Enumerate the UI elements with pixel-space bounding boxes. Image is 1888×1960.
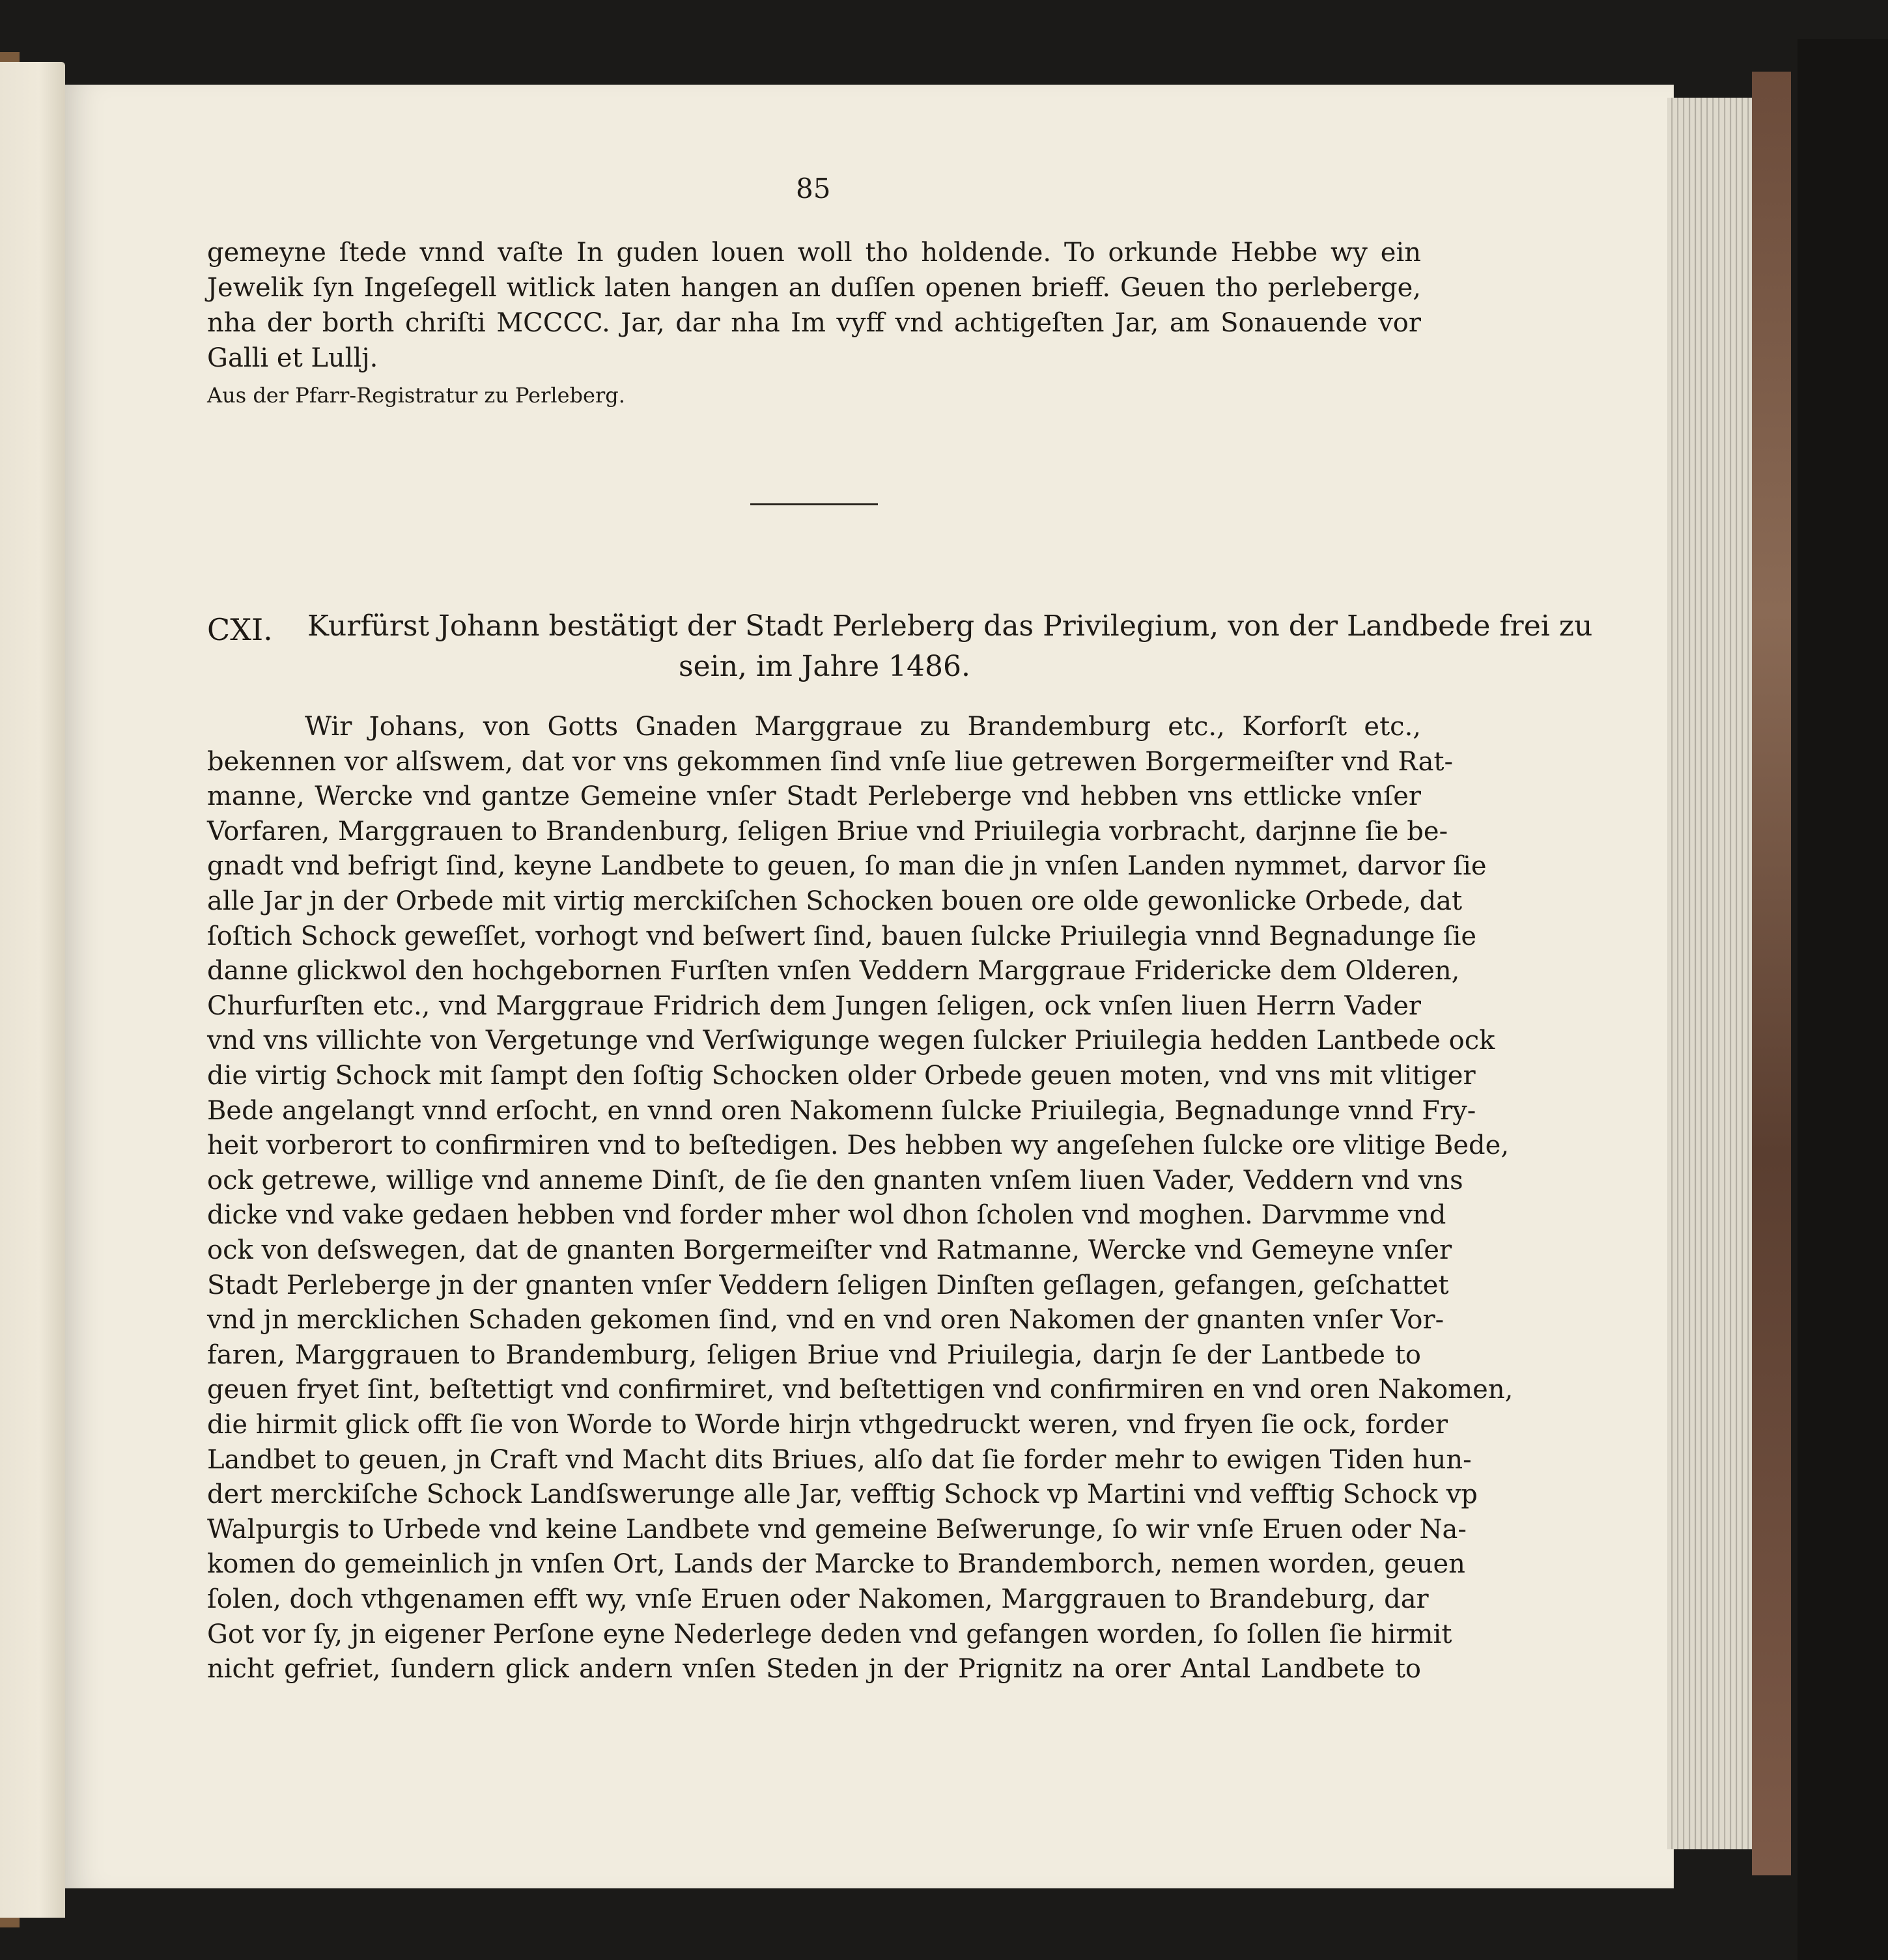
previous-page-edge (0, 62, 65, 1918)
separator-rule (750, 503, 878, 505)
page-block-edges (1667, 98, 1758, 1849)
text-line: dicke vnd vake gedaen hebben vnd forder mher wol dhon ſcholen vnd moghen. Darvmme vnd (207, 1200, 1446, 1230)
heading-title: Kurfürst Johann bestätigt der Stadt Perleberg das Privilegium, von der Landbede frei zu (307, 609, 1593, 643)
book-cover-edge (1797, 39, 1888, 1960)
text-line: Jewelik ſyn Ingeſegell witlick laten hangen an duſſen openen brieff. Geuen tho perleberge, (207, 273, 1421, 303)
text-line: die hirmit glick offt ſie von Worde to Worde hirjn vthgedruckt weren, vnd fryen ſie ock, forder (207, 1410, 1448, 1440)
heading-number: CXI. (207, 612, 273, 647)
text-line: Landbet to geuen, jn Craft vnd Macht dits Briues, alſo dat ſie forder mehr to ewigen Tiden hun- (207, 1445, 1472, 1475)
text-line: geuen fryet ſint, beſtettigt vnd confirmiret, vnd beſtettigen vnd confirmiren en vnd oren Nakomen, (207, 1375, 1514, 1405)
text-line: bekennen vor alſswem, dat vor vns gekommen ſind vnſe liue getrewen Borgermeiſter vnd Rat- (207, 747, 1454, 777)
heading-title-continued: sein, im Jahre 1486. (679, 650, 971, 683)
text-line: manne, Wercke vnd gantze Gemeine vnſer Stadt Perleberge vnd hebben vns ettlicke vnſer (207, 781, 1421, 811)
text-line: heit vorberort to confirmiren vnd to beſtedigen. Des hebben wy angeſehen ſulcke ore vlitige Bede, (207, 1130, 1510, 1160)
text-line: ock von deſswegen, dat de gnanten Borgermeiſter vnd Ratmanne, Wercke vnd Gemeyne vnſer (207, 1235, 1452, 1265)
text-line: komen do gemeinlich jn vnſen Ort, Lands der Marcke to Brandemborch, nemen worden, geuen (207, 1549, 1465, 1579)
text-line: gnadt vnd befrigt ſind, keyne Landbete to geuen, ſo man die jn vnſen Landen nymmet, darvor ſie (207, 851, 1487, 881)
text-line: die virtig Schock mit ſampt den ſoſtig Schocken older Orbede geuen moten, vnd vns mit vlitiger (207, 1061, 1476, 1091)
text-line: gemeyne ſtede vnnd vaſte In guden louen woll tho holdende. To orkunde Hebbe wy ein (207, 238, 1421, 268)
text-line: alle Jar jn der Orbede mit virtig merckiſchen Schocken bouen ore olde gewonlicke Orbede, dat (207, 886, 1463, 916)
text-line: Vorfaren, Marggrauen to Brandenburg, ſeligen Briue vnd Priuilegia vorbracht, darjnne ſie be- (207, 817, 1448, 847)
text-line: Got vor ſy, jn eigener Perſone eyne Nederlege deden vnd gefangen worden, ſo ſollen ſie hirmit (207, 1619, 1452, 1649)
text-line: Stadt Perleberge jn der gnanten vnſer Veddern ſeligen Dinſten geſlagen, gefangen, geſchattet (207, 1270, 1449, 1300)
source-note: Aus der Pfarr-Registratur zu Perleberg. (207, 383, 625, 408)
text-line: Wir Johans, von Gotts Gnaden Marggraue zu Brandemburg etc., Korforſt etc., (305, 712, 1421, 742)
text-line: Churfurſten etc., vnd Marggraue Fridrich dem Jungen ſeligen, ock vnſen liuen Herrn Vader (207, 991, 1421, 1021)
text-line: vnd vns villichte von Vergetunge vnd Verſwigunge wegen ſulcker Priuilegia hedden Lantbede ock (207, 1026, 1495, 1056)
text-line: Walpurgis to Urbede vnd keine Landbete vnd gemeine Beſwerunge, ſo wir vnſe Eruen oder Na- (207, 1515, 1467, 1545)
text-line: ſoſtich Schock geweſſet, vorhogt vnd beſwert ſind, bauen ſulcke Priuilegia vnnd Begnadunge ſie (207, 921, 1477, 951)
text-line: faren, Marggrauen to Brandemburg, ſeligen Briue vnd Priuilegia, darjn ſe der Lantbede to (207, 1340, 1421, 1370)
text-line: Bede angelangt vnnd erſocht, en vnnd oren Nakomenn ſulcke Priuilegia, Begnadunge vnnd Fry- (207, 1096, 1476, 1126)
text-line: vnd jn mercklichen Schaden gekomen ſind, vnd en vnd oren Nakomen der gnanten vnſer Vor- (207, 1305, 1444, 1335)
text-line: ſolen, doch vthgenamen efft wy, vnſe Eruen oder Nakomen, Marggrauen to Brandeburg, dar (207, 1584, 1429, 1614)
text-line: Galli et Lullj. (207, 343, 378, 373)
page-number: 85 (796, 173, 831, 204)
text-line: ock getrewe, willige vnd anneme Dinſt, de ſie den gnanten vnſem liuen Vader, Veddern vnd vns (207, 1166, 1463, 1196)
text-line: dert merckiſche Schock Landſswerunge alle Jar, vefftig Schock vp Martini vnd vefftig Schock vp (207, 1479, 1478, 1509)
book-spine-edge (1752, 72, 1791, 1875)
text-line: nicht gefriet, ſundern glick andern vnſen Steden jn der Prignitz na orer Antal Landbete to (207, 1654, 1421, 1684)
text-line: nha der borth chriſti MCCCC. Jar, dar nha Im vyff vnd achtigeſten Jar, am Sonauende vor (207, 308, 1421, 338)
text-line: danne glickwol den hochgebornen Furſten vnſen Veddern Marggraue Fridericke dem Olderen, (207, 956, 1460, 986)
